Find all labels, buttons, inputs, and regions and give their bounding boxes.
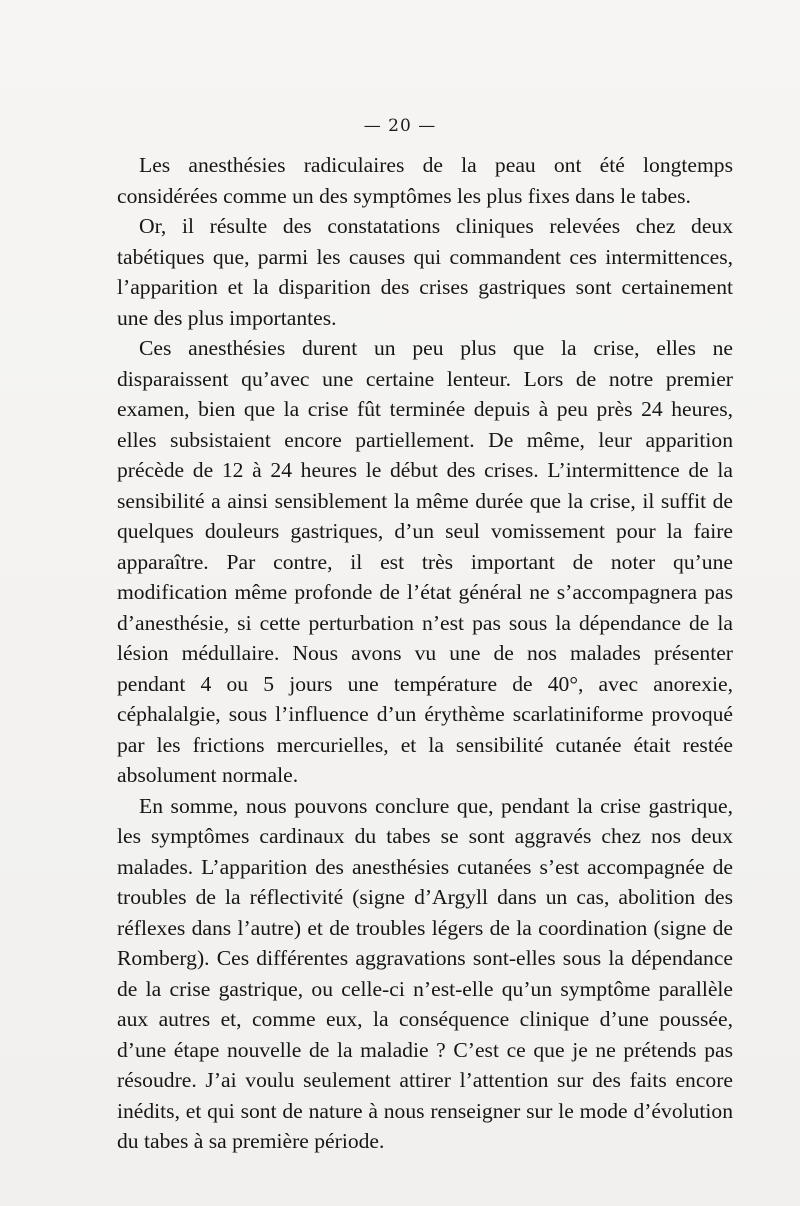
paragraph: Ces anesthésies durent un peu plus que la crise, elles ne disparaissent qu’avec une certaine lenteur. Lors de notre premier examen, bien que la crise fût terminée depuis à peu près 24 heures, elles subsistaient encore partiellement. De même, leur apparition précède de 12 à 24 heures le début des crises. L’intermittence de la sensibilité a ainsi sensiblement la même durée que la crise, il suffit de quelques douleurs gastriques, d’un seul vomissement pour la faire apparaître. Par contre, il est très important de noter qu’une modification même profonde de l’état général ne s’accompagnera pas d’anesthésie, si cette perturbation n’est pas sous la dépendance de la lésion médullaire. Nous avons vu une de nos malades présenter pendant 4 ou 5 jours une température de 40°, avec anorexie, céphalalgie, sous l’influence d’un érythème scarlatiniforme provoqué par les frictions mercurielles, et la sensibilité cutanée était restée absolument normale.	[117, 336, 733, 787]
paragraph: En somme, nous pouvons conclure que, pendant la crise gastrique, les symptômes cardinaux du tabes se sont aggravés chez nos deux malades. L’apparition des anesthésies cutanées s’est accompagnée de troubles de la réflectivité (signe d’Argyll dans un cas, abolition des réflexes dans l’autre) et de troubles légers de la coordination (signe de Romberg). Ces différentes aggravations sont-elles sous la dépendance de la crise gastrique, ou celle-ci n’est-elle qu’un symptôme parallèle aux autres et, comme eux, la conséquence clinique d’une poussée, d’une étape nouvelle de la maladie ? C’est ce que je ne prétends pas résoudre. J’ai voulu seulement attirer l’attention sur des faits encore inédits, et qui sont de nature à nous renseigner sur le mode d’évolution du tabes à sa première période.	[117, 793, 733, 1153]
paragraph: Les anesthésies radiculaires de la peau ont été longtemps considérées comme un des symptômes les plus fixes dans le tabes.	[117, 153, 733, 208]
body-text	[117, 150, 733, 1157]
page-number: — 20 —	[363, 116, 437, 136]
paragraph: Or, il résulte des constatations cliniques relevées chez deux tabétiques que, parmi les causes qui commandent ces intermittences, l’apparition et la disparition des crises gastriques sont certainement une des plus importantes.	[117, 214, 733, 330]
